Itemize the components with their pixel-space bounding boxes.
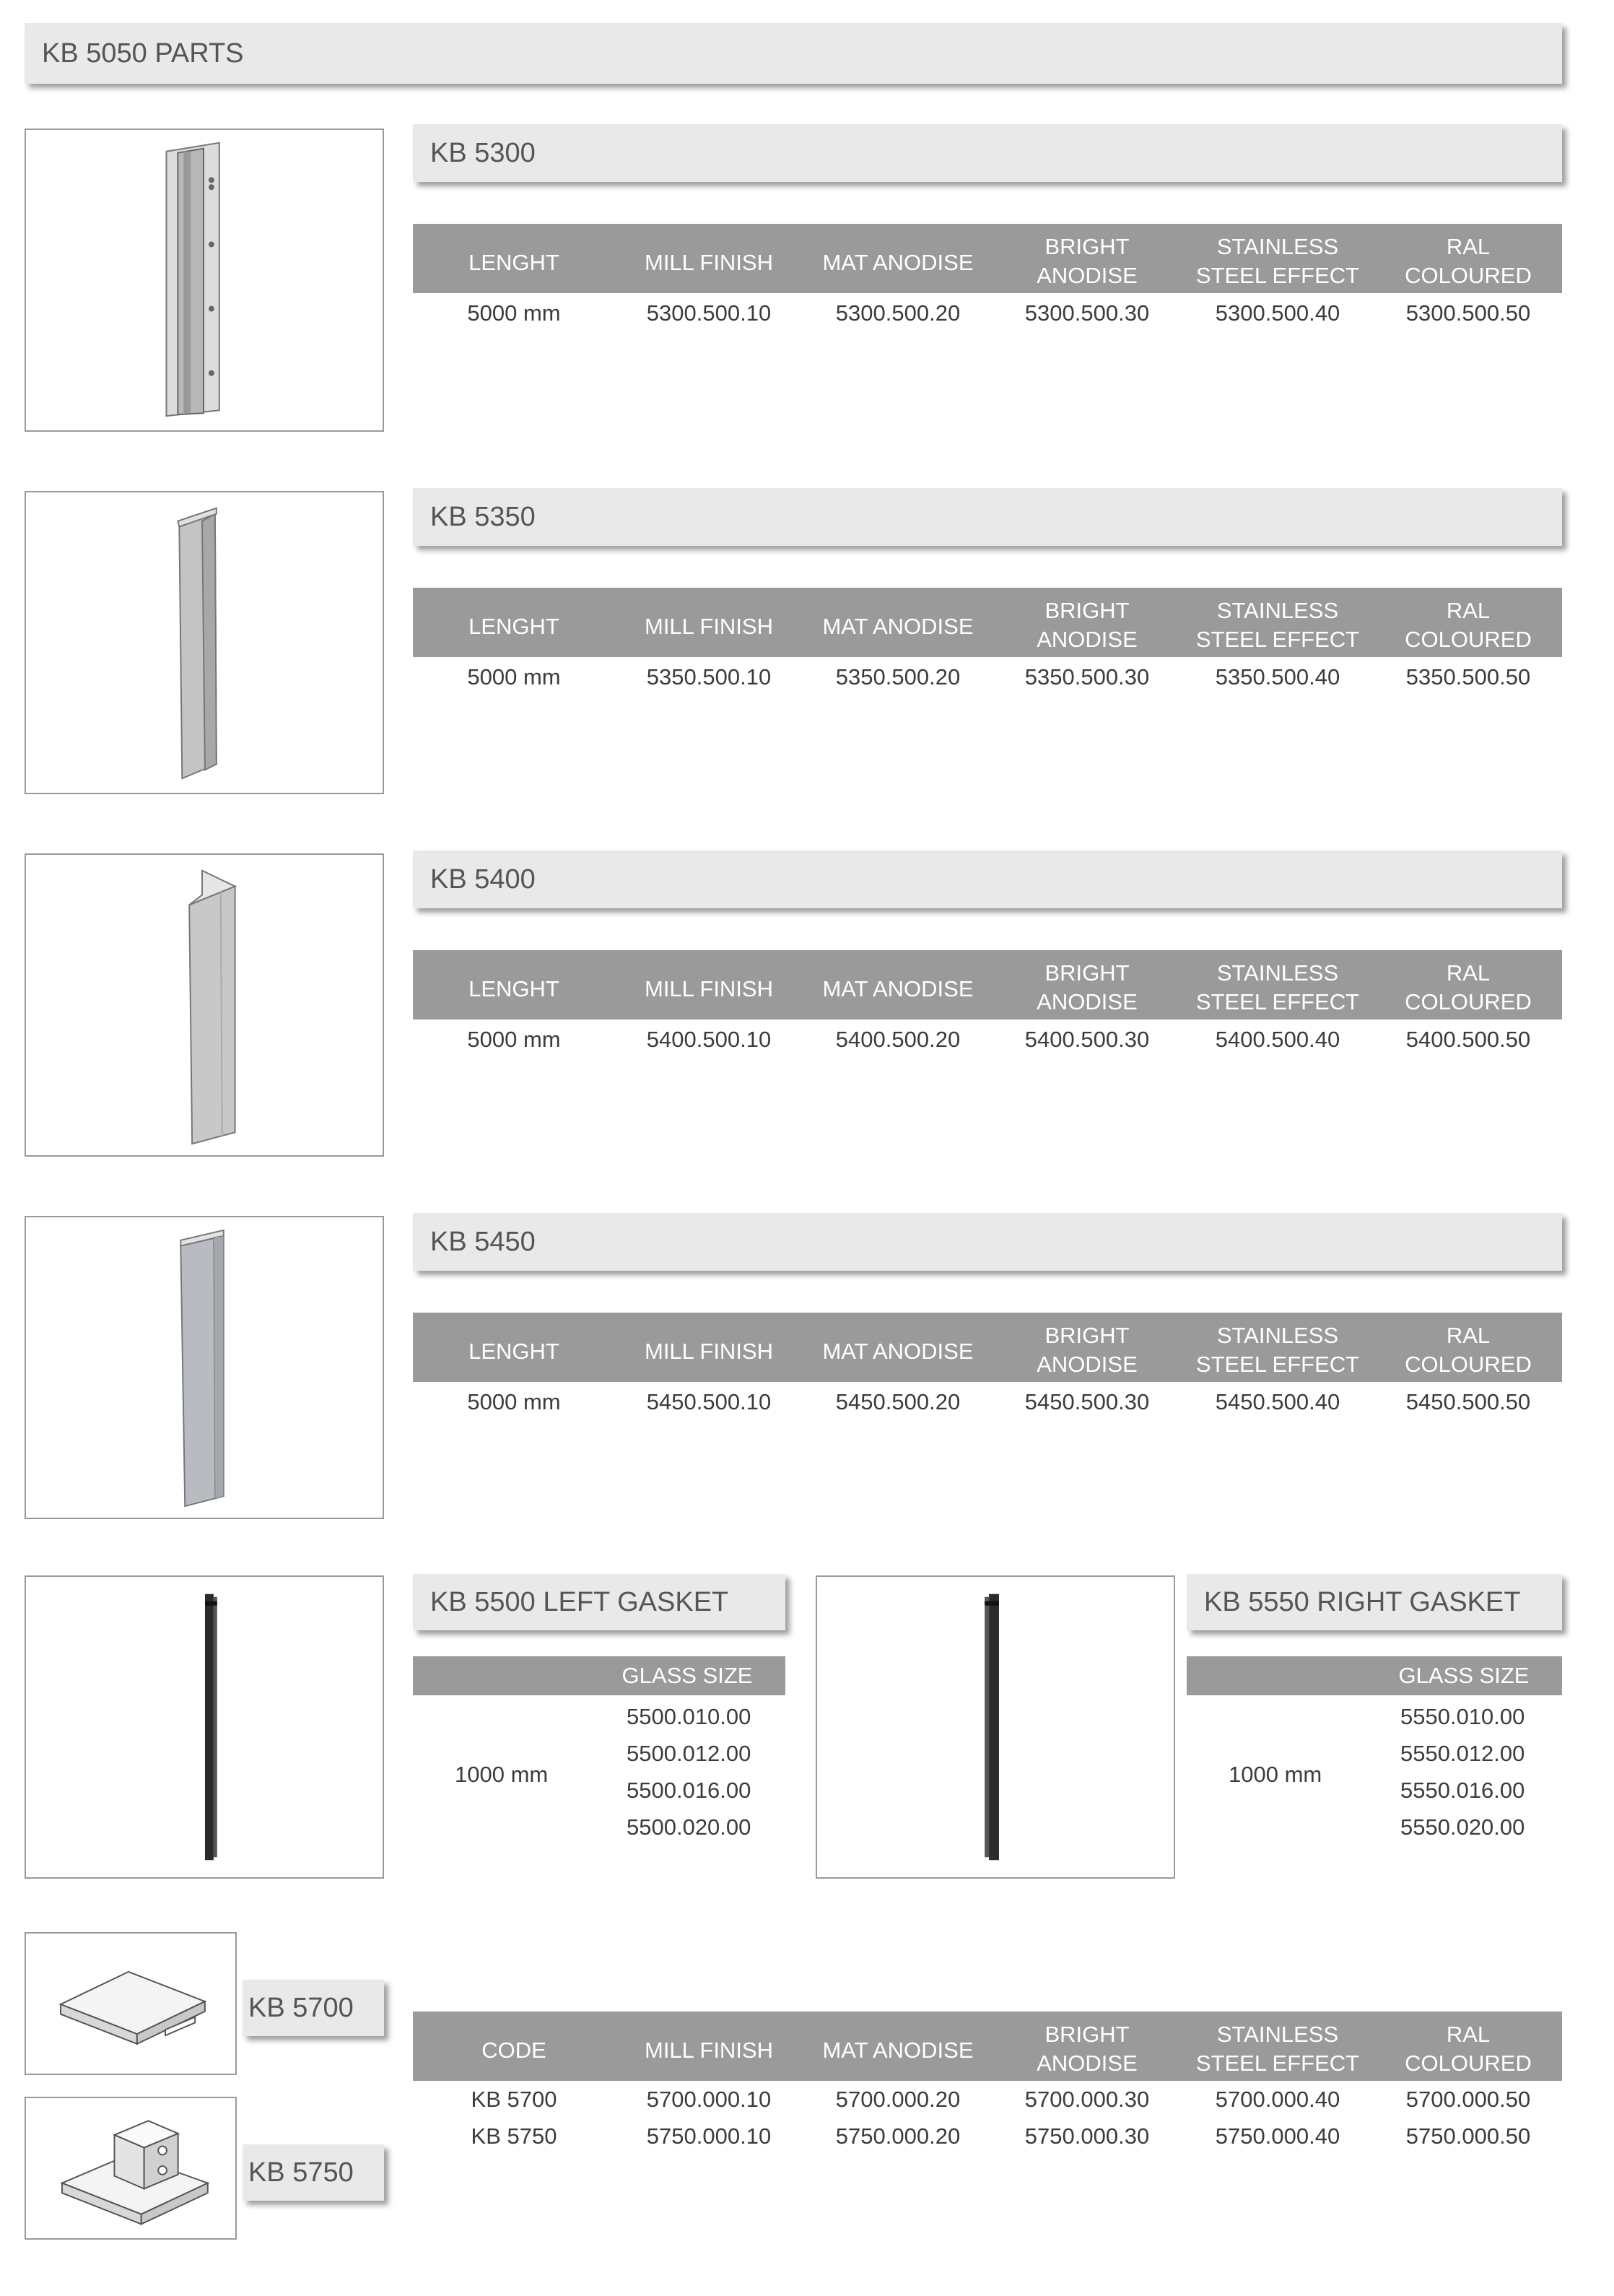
col-mill-finish: MILL FINISH <box>645 1339 773 1364</box>
col-ral <box>1367 2020 1569 2078</box>
glass-code: 5500.020.00 <box>627 1814 751 1840</box>
col-mill-finish: MILL FINISH <box>645 250 773 275</box>
cell-code: KB 5700 <box>471 2087 557 2112</box>
col-ral-line1: RAL <box>1446 960 1491 986</box>
col-stainless-line1: STAINLESS <box>1216 234 1339 259</box>
cell-mat: 5400.500.20 <box>835 1027 961 1052</box>
cell-mat: 5450.500.20 <box>835 1389 961 1414</box>
col-mat-anodise: MAT ANODISE <box>822 614 974 639</box>
col-stainless-line1: STAINLESS <box>1216 1323 1339 1348</box>
cell-mill: 5450.500.10 <box>646 1389 772 1414</box>
col-code: CODE <box>481 2038 546 2063</box>
cell-ral: 5350.500.50 <box>1405 664 1531 690</box>
label-kb5700 <box>243 1980 384 2036</box>
cell-mill: 5350.500.10 <box>646 664 772 690</box>
page-title-bar <box>25 23 1562 84</box>
glass-code: 5550.012.00 <box>1400 1741 1525 1766</box>
col-bright-line1: BRIGHT <box>1044 234 1130 259</box>
product-image-kb5400 <box>25 853 384 1157</box>
cell-stainless: 5750.000.40 <box>1215 2123 1340 2149</box>
cell-mill: 5400.500.10 <box>646 1027 772 1052</box>
col-bright-anodise <box>986 596 1188 654</box>
col-ral <box>1367 232 1569 290</box>
product-image-kb5550 <box>816 1575 1175 1879</box>
col-ral-line1: RAL <box>1446 1323 1491 1348</box>
table-header-kb5400 <box>413 950 1562 1019</box>
cell-stainless: 5350.500.40 <box>1215 664 1340 690</box>
col-ral-line1: RAL <box>1446 598 1491 623</box>
product-image-kb5700 <box>25 1932 237 2075</box>
col-stainless <box>1177 2020 1379 2078</box>
col-bright-anodise <box>986 232 1188 290</box>
section-title: KB 5400 <box>430 864 536 895</box>
table-header-kb5450 <box>413 1313 1562 1382</box>
cell-ral: 5400.500.50 <box>1405 1027 1531 1052</box>
col-bright-line2: ANODISE <box>1037 1352 1138 1377</box>
col-stainless <box>1177 596 1379 654</box>
col-bright-line1: BRIGHT <box>1044 1323 1130 1348</box>
cell-mill: 5750.000.10 <box>646 2123 772 2149</box>
section-header-kb5550 <box>1187 1574 1562 1630</box>
col-ral-line2: COLOURED <box>1405 627 1532 652</box>
glass-code: 5500.016.00 <box>627 1778 751 1803</box>
cell-length: 5000 mm <box>467 1027 561 1052</box>
col-stainless <box>1177 959 1379 1017</box>
col-bright-line2: ANODISE <box>1037 989 1138 1014</box>
table-row <box>413 300 1562 329</box>
cell-stainless: 5300.500.40 <box>1215 300 1340 326</box>
table-row <box>413 2123 1562 2152</box>
glass-code: 5500.010.00 <box>627 1704 751 1729</box>
section-header-kb5500 <box>413 1574 785 1630</box>
product-image-kb5750 <box>25 2097 237 2240</box>
glass-code: 5550.010.00 <box>1400 1704 1525 1729</box>
col-mat-anodise: MAT ANODISE <box>822 250 974 275</box>
section-header-kb5300 <box>413 124 1562 182</box>
col-stainless-line2: STEEL EFFECT <box>1195 263 1360 288</box>
col-ral-line1: RAL <box>1446 234 1491 259</box>
cell-mat: 5350.500.20 <box>835 664 961 690</box>
col-mat-anodise: MAT ANODISE <box>822 2038 974 2063</box>
table-row <box>413 2087 1562 2115</box>
col-stainless-line2: STEEL EFFECT <box>1195 989 1360 1014</box>
cell-length: 5000 mm <box>467 300 561 326</box>
glass-code: 5500.012.00 <box>627 1741 751 1766</box>
page-title: KB 5050 PARTS <box>42 38 244 69</box>
col-lenght: LENGHT <box>468 976 559 1001</box>
cell-mat: 5300.500.20 <box>835 300 961 326</box>
cell-bright: 5450.500.30 <box>1024 1389 1150 1414</box>
cell-stainless: 5450.500.40 <box>1215 1389 1340 1414</box>
col-mill-finish: MILL FINISH <box>645 976 773 1001</box>
cell-bright: 5750.000.30 <box>1024 2123 1150 2149</box>
cell-bright: 5700.000.30 <box>1024 2087 1150 2112</box>
col-mill-finish: MILL FINISH <box>645 2038 773 2063</box>
col-stainless-line2: STEEL EFFECT <box>1195 627 1360 652</box>
col-ral-line2: COLOURED <box>1405 263 1532 288</box>
cell-ral: 5750.000.50 <box>1405 2123 1531 2149</box>
cell-mill: 5300.500.10 <box>646 300 772 326</box>
cell-bright: 5350.500.30 <box>1024 664 1150 690</box>
cell-mat: 5700.000.20 <box>835 2087 961 2112</box>
col-stainless-line1: STAINLESS <box>1216 598 1339 623</box>
cell-bright: 5300.500.30 <box>1024 300 1150 326</box>
col-bright-line2: ANODISE <box>1037 627 1138 652</box>
table-header-endcaps <box>413 2012 1562 2081</box>
col-bright-line2: ANODISE <box>1037 2051 1138 2076</box>
col-mat-anodise: MAT ANODISE <box>822 976 974 1001</box>
col-bright-anodise <box>986 1321 1188 1379</box>
col-stainless <box>1177 232 1379 290</box>
col-ral-line2: COLOURED <box>1405 989 1532 1014</box>
cell-mill: 5700.000.10 <box>646 2087 772 2112</box>
product-image-kb5500 <box>25 1575 384 1879</box>
section-title: KB 5350 <box>430 501 536 532</box>
col-stainless-line2: STEEL EFFECT <box>1195 1352 1360 1377</box>
table-row <box>413 664 1562 693</box>
col-ral-line2: COLOURED <box>1405 2051 1532 2076</box>
col-bright-line1: BRIGHT <box>1044 598 1130 623</box>
label-kb5750 <box>243 2144 384 2201</box>
cell-code: KB 5750 <box>471 2123 557 2149</box>
cell-bright: 5400.500.30 <box>1024 1027 1150 1052</box>
col-bright-anodise <box>986 959 1188 1017</box>
col-glass-size: GLASS SIZE <box>621 1663 753 1688</box>
endcap-label: KB 5700 <box>248 1992 354 2023</box>
table-header-kb5500 <box>413 1656 785 1695</box>
section-title: KB 5550 RIGHT GASKET <box>1204 1586 1521 1617</box>
col-mat-anodise: MAT ANODISE <box>822 1339 974 1364</box>
product-image-kb5450 <box>25 1216 384 1519</box>
table-row <box>413 1389 1562 1418</box>
section-header-kb5400 <box>413 851 1562 908</box>
table-header-kb5550 <box>1187 1656 1562 1695</box>
product-image-kb5300 <box>25 129 384 432</box>
section-title: KB 5300 <box>430 137 536 168</box>
col-bright-line1: BRIGHT <box>1044 2022 1130 2047</box>
col-ral <box>1367 1321 1569 1379</box>
col-ral-line1: RAL <box>1446 2022 1491 2047</box>
endcap-label: KB 5750 <box>248 2157 354 2188</box>
col-stainless-line2: STEEL EFFECT <box>1195 2051 1360 2076</box>
glass-code: 5550.016.00 <box>1400 1778 1525 1803</box>
table-header-kb5350 <box>413 588 1562 657</box>
section-header-kb5450 <box>413 1213 1562 1271</box>
col-stainless <box>1177 1321 1379 1379</box>
col-bright-line1: BRIGHT <box>1044 960 1130 986</box>
col-ral <box>1367 596 1569 654</box>
col-lenght: LENGHT <box>468 250 559 275</box>
cell-length: 5000 mm <box>467 1389 561 1414</box>
col-bright-line2: ANODISE <box>1037 263 1138 288</box>
section-title: KB 5500 LEFT GASKET <box>430 1586 729 1617</box>
cell-stainless: 5400.500.40 <box>1215 1027 1340 1052</box>
glass-code: 5550.020.00 <box>1400 1814 1525 1840</box>
col-stainless-line1: STAINLESS <box>1216 960 1339 986</box>
table-header-kb5300 <box>413 224 1562 293</box>
cell-ral: 5700.000.50 <box>1405 2087 1531 2112</box>
cell-ral: 5300.500.50 <box>1405 300 1531 326</box>
product-image-kb5350 <box>25 491 384 794</box>
col-lenght: LENGHT <box>468 1339 559 1364</box>
table-row <box>413 1027 1562 1056</box>
col-mill-finish: MILL FINISH <box>645 614 773 639</box>
col-bright-anodise <box>986 2020 1188 2078</box>
col-ral-line2: COLOURED <box>1405 1352 1532 1377</box>
col-stainless-line1: STAINLESS <box>1216 2022 1339 2047</box>
col-lenght: LENGHT <box>468 614 559 639</box>
col-glass-size: GLASS SIZE <box>1398 1663 1530 1688</box>
cell-ral: 5450.500.50 <box>1405 1389 1531 1414</box>
cell-length: 5000 mm <box>467 664 561 690</box>
cell-length: 1000 mm <box>455 1762 549 1787</box>
cell-stainless: 5700.000.40 <box>1215 2087 1340 2112</box>
section-title: KB 5450 <box>430 1226 536 1257</box>
cell-length: 1000 mm <box>1229 1762 1322 1787</box>
section-header-kb5350 <box>413 488 1562 546</box>
col-ral <box>1367 959 1569 1017</box>
cell-mat: 5750.000.20 <box>835 2123 961 2149</box>
